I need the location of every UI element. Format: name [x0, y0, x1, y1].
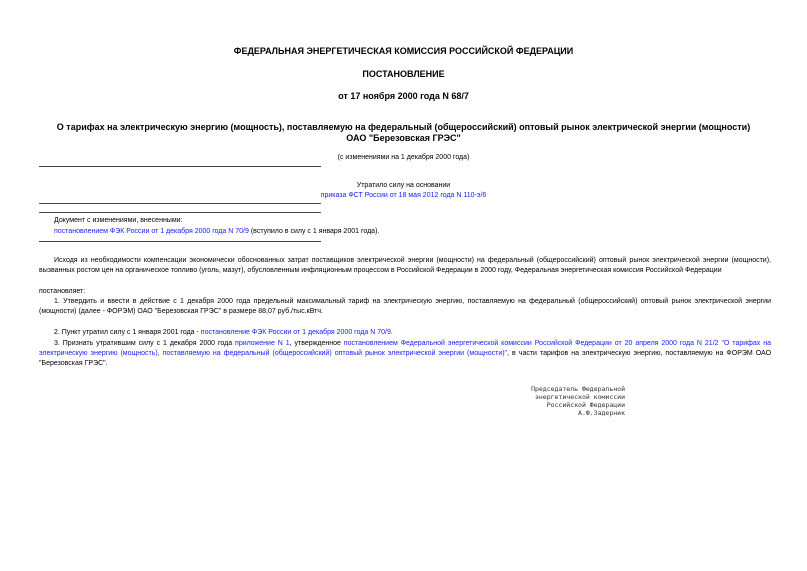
paragraph-3-link-appendix[interactable]: приложение N 1: [235, 340, 290, 347]
signature-block: [470, 385, 625, 417]
paragraph-3-text-c: , в части тарифов на электрическую энергию, поставляемую на ФОРЭМ ОАО "Березовская ГРЭС".: [39, 350, 772, 367]
signature-line: Председатель Федеральной: [531, 385, 625, 393]
changes-line: [54, 227, 379, 236]
signature-line: энергетической комиссии: [534, 393, 625, 401]
paragraph-2-text: 2. Пункт утратил силу с 1 января 2001 года -: [54, 329, 201, 336]
changes-suffix: (вступило в силу с 1 января 2001 года).: [248, 228, 380, 235]
document-title-line2: ОАО "Березовская ГРЭС": [346, 133, 461, 143]
paragraph-2-end: .: [390, 329, 393, 336]
paragraph-3: [39, 339, 771, 369]
document-title-line1: О тарифах на электрическую энергию (мощность), поставляемую на федеральный (общероссийский) оптовый рынок электрической энергии (мощности): [56, 122, 751, 132]
invalidation-text: Утратило силу на основании: [356, 182, 451, 189]
document-date-number: от 17 ноября 2000 года N 68/7: [338, 91, 469, 101]
signature-name: А.Ф.Задерник: [578, 409, 625, 417]
paragraph-3-link-decree[interactable]: постановлением Федеральной энергетической комиссии Российской Федерации от 20 апреля 2000 года N 21/2 "О тарифах на электрическую энергию (мощность), поставляемую на федеральный (общероссийский) оптовый рынок электрической энергии (мощности)": [39, 340, 772, 357]
paragraph-3-text-b: , утвержденное: [289, 340, 344, 347]
document-type: ПОСТАНОВЛЕНИЕ: [362, 69, 445, 79]
divider: [39, 212, 321, 213]
paragraph-2-link[interactable]: постановление ФЭК России от 1 декабря 2000 года N 70/9: [200, 329, 391, 336]
signature-line: Российской Федерации: [546, 401, 625, 409]
invalidation-link[interactable]: приказа ФСТ России от 18 мая 2012 года N 110-э/6: [320, 192, 487, 199]
divider: [39, 203, 321, 204]
changes-link[interactable]: постановлением ФЭК России от 1 декабря 2000 года N 70/9: [54, 228, 249, 235]
commission-name: ФЕДЕРАЛЬНАЯ ЭНЕРГЕТИЧЕСКАЯ КОМИССИЯ РОССИЙСКОЙ ФЕДЕРАЦИИ: [233, 46, 574, 56]
paragraph-3-text-a: 3. Признать утратившим силу с 1 декабря 2000 года: [54, 340, 236, 347]
decree-word: постановляет:: [39, 288, 86, 295]
amendment-note: (с изменениями на 1 декабря 2000 года): [337, 154, 470, 161]
changes-label: Документ с изменениями, внесенными:: [54, 217, 183, 224]
paragraph-1: 1. Утвердить и ввести в действие с 1 декабря 2000 года предельный максимальный тариф на электрическую энергию, поставляемую на федеральный (общероссийский) оптовый рынок электрической энергии (мощности) (далее - ФОРЭМ) ОАО "Березовская ГРЭС" в размере 88,07 руб./тыс.кВтч.: [39, 298, 771, 315]
divider: [39, 241, 321, 242]
paragraph-2: [39, 328, 771, 338]
divider: [39, 166, 321, 167]
intro-paragraph: Исходя из необходимости компенсации экономически обоснованных затрат поставщиков электрической энергии (мощности) на федеральный (общероссийский) оптовый рынок электрической энергии (мощности), вызванных ростом цен на органическое топливо (уголь, мазут), обусловленным инфляционным процессом в Российской Федерации в 2000 году, Федеральная энергетическая комиссия Российской Федерации: [39, 257, 771, 274]
